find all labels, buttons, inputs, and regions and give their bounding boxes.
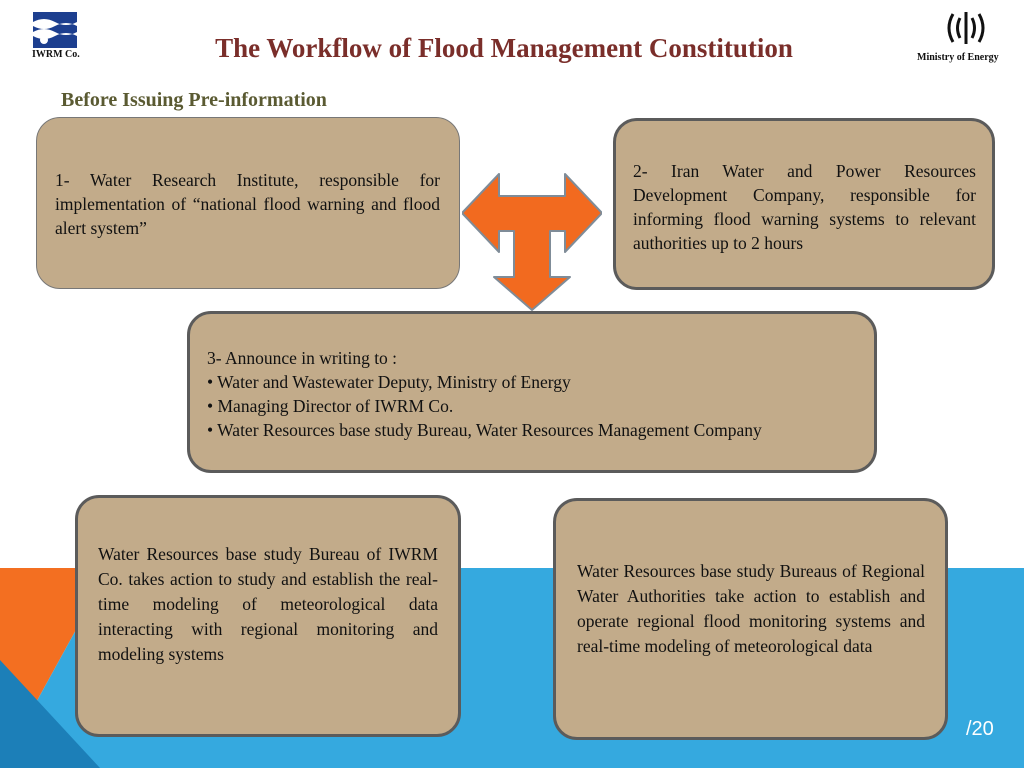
step-box-text: Water Resources base study Bureaus of Regional Water Authorities take action to establish and operate regional flood monitoring systems and real-time modeling of meteorological data: [577, 561, 925, 656]
t-arrow-icon: [462, 173, 602, 311]
step-box-water-research-institute: [36, 117, 460, 289]
announce-item: • Water Resources base study Bureau, Water Resources Management Company: [207, 420, 762, 440]
announce-item: • Managing Director of IWRM Co.: [207, 396, 454, 416]
iwrm-logo-label: IWRM Co.: [32, 49, 80, 60]
announce-item: • Water and Wastewater Deputy, Ministry of Energy: [207, 372, 571, 392]
step-box-text: 2- Iran Water and Power Resources Development Company, responsible for informing flood warning systems to relevant authorities up to 2 hours: [633, 161, 976, 253]
step-box-text: 1- Water Research Institute, responsible for implementation of “national flood warning and flood alert system”: [55, 170, 440, 238]
step-box-regional-bureaus: [553, 498, 948, 740]
page-number: /20: [966, 718, 994, 740]
step-box-iwrm-bureau: [75, 495, 461, 737]
section-subtitle: Before Issuing Pre-information: [61, 89, 327, 111]
step-box-iran-water-power: [613, 118, 995, 290]
ministry-logo-label: Ministry of Energy: [917, 52, 999, 63]
page-title: The Workflow of Flood Management Constitution: [215, 33, 793, 63]
announce-heading: 3- Announce in writing to :: [207, 348, 398, 368]
step-box-announce: [187, 311, 877, 473]
step-box-text: Water Resources base study Bureau of IWRM Co. takes action to study and establish the real-time modeling of meteorological data interacting with regional monitoring and modeling systems: [98, 544, 438, 664]
